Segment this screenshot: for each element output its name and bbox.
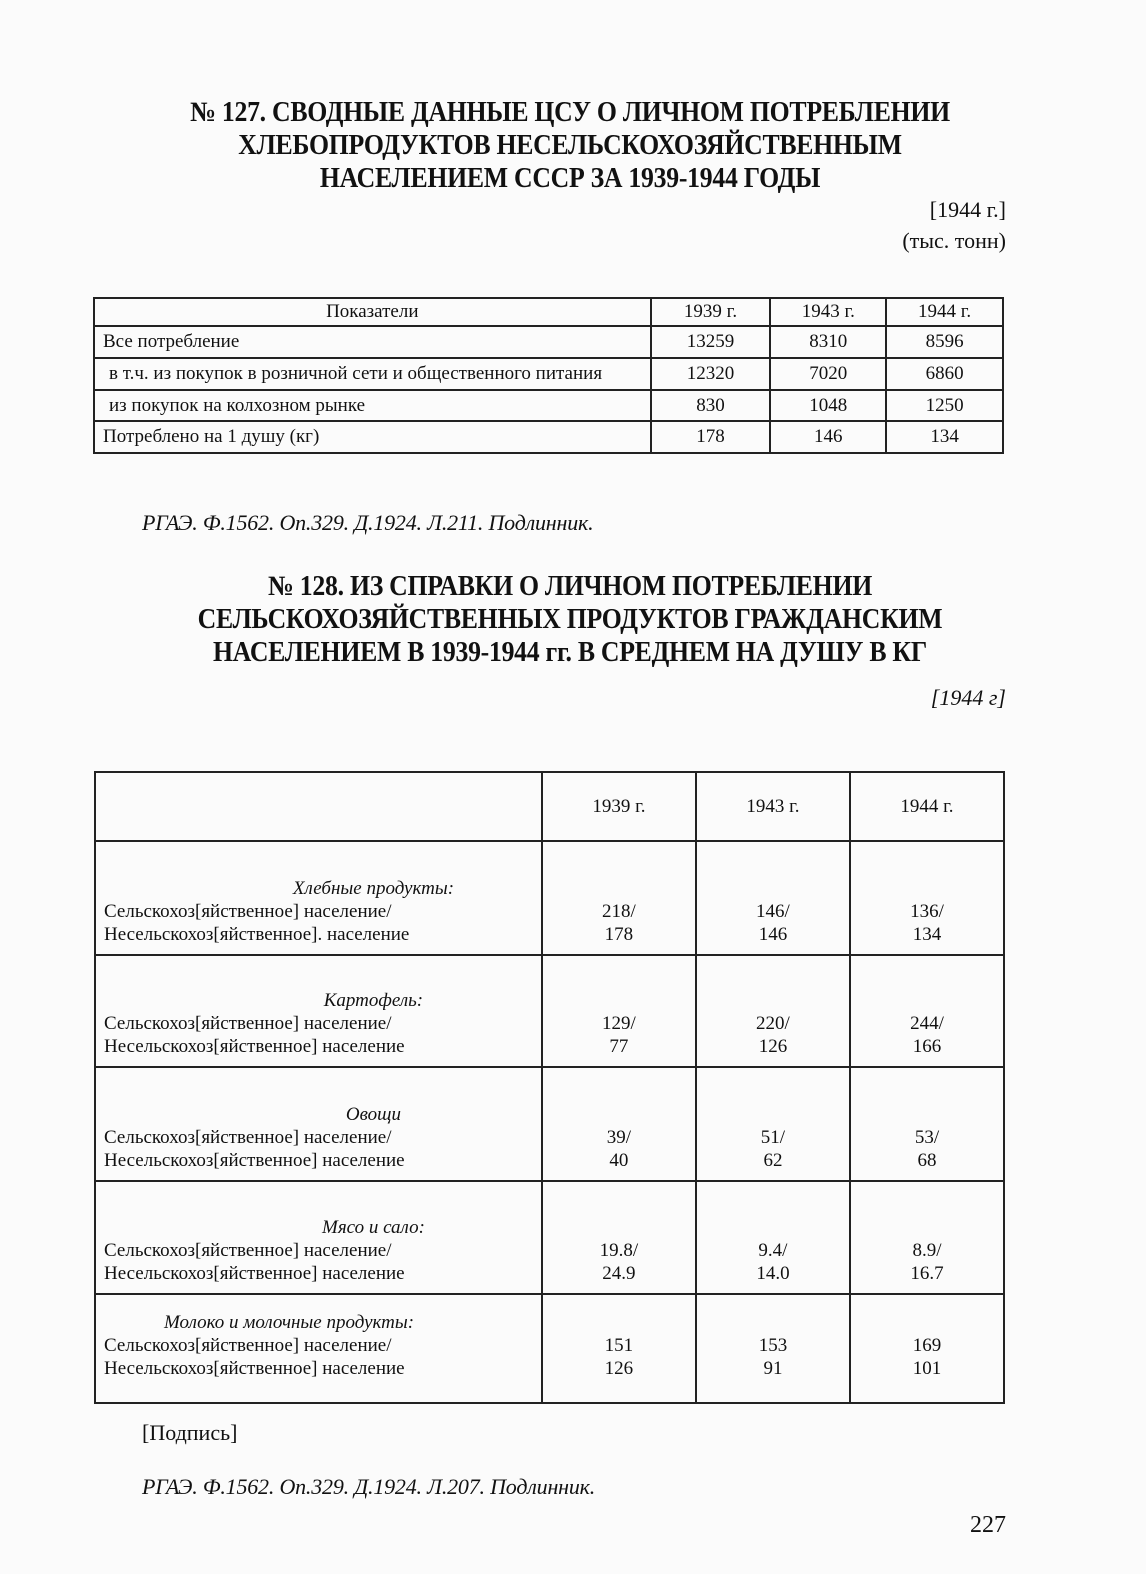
category-label: Картофель: [323,990,424,1011]
doc127-date: [1944 г.] [929,197,1006,222]
category-label: Молоко и молочные продукты: [164,1312,415,1333]
rural-label: Сельскохоз[яйственное] население/ [104,1127,392,1148]
cell-value: 8310 [770,326,886,358]
cell-value: 1250 [886,390,1003,421]
cell-value: 39/ 40 [542,1067,696,1181]
cell-value: 7020 [770,358,886,390]
row-label: в т.ч. из покупок в розничной сети и общественного питания [94,358,651,390]
doc128-title-line: № 128. ИЗ СПРАВКИ О ЛИЧНОМ ПОТРЕБЛЕНИИ [268,571,872,602]
cell-value: 153 91 [696,1294,850,1403]
row-label: Все потребление [94,326,651,358]
cell-value: 134 [886,421,1003,453]
page-number: 227 [970,1512,1006,1538]
cell-value: 830 [651,390,771,421]
cell-value: 220/ 126 [696,955,850,1067]
doc127-title-line: ХЛЕБОПРОДУКТОВ НЕСЕЛЬСКОХОЗЯЙСТВЕННЫМ [238,130,902,161]
rural-label: Сельскохоз[яйственное] население/ [104,1013,392,1034]
doc128-date: [1944 г] [930,685,1006,710]
row-label-cell [95,955,542,1067]
column-header: 1943 г. [770,298,886,326]
table-row-group [95,841,1004,955]
cell-value: 13259 [651,326,771,358]
cell-value: 53/ 68 [850,1067,1004,1181]
column-header: 1944 г. [850,772,1004,841]
doc127-source: РГАЭ. Ф.1562. Оп.329. Д.1924. Л.211. Подлинник. [142,510,594,535]
doc127-units: (тыс. тонн) [902,228,1006,253]
table-row-group [95,1067,1004,1181]
cell-value: 146/ 146 [696,841,850,955]
cell-value: 178 [651,421,771,453]
table-row-group [95,955,1004,1067]
signature: [Подпись] [142,1420,238,1445]
table-row [94,358,1003,390]
cell-value: 6860 [886,358,1003,390]
column-header: 1939 г. [542,772,696,841]
doc127-title-line: НАСЕЛЕНИЕМ СССР ЗА 1939-1944 ГОДЫ [319,163,821,194]
doc127-title-line: № 127. СВОДНЫЕ ДАННЫЕ ЦСУ О ЛИЧНОМ ПОТРЕБЛЕНИИ [190,97,950,128]
doc128-table [94,771,1005,1404]
row-label: из покупок на колхозном рынке [94,390,651,421]
row-label-cell [95,841,542,955]
cell-value: 151 126 [542,1294,696,1403]
doc128-title-line: СЕЛЬСКОХОЗЯЙСТВЕННЫХ ПРОДУКТОВ ГРАЖДАНСКИМ [197,604,943,635]
cell-value: 244/ 166 [850,955,1004,1067]
cell-value: 9.4/ 14.0 [696,1181,850,1294]
rural-label: Сельскохоз[яйственное] население/ [104,1240,392,1261]
category-label: Овощи [345,1104,401,1125]
cell-value: 19.8/ 24.9 [542,1181,696,1294]
cell-value: 1048 [770,390,886,421]
category-label: Хлебные продукты: [292,878,455,899]
column-header: 1944 г. [886,298,1003,326]
row-label-cell [95,1294,542,1403]
cell-value: 169 101 [850,1294,1004,1403]
doc128-title-line: НАСЕЛЕНИЕМ В 1939-1944 гг. В СРЕДНЕМ НА ДУШУ В КГ [213,637,927,668]
cell-value: 12320 [651,358,771,390]
table-header-row [95,772,1004,841]
column-header: 1943 г. [696,772,850,841]
cell-value: 129/ 77 [542,955,696,1067]
cell-value: 218/ 178 [542,841,696,955]
row-label-cell [95,1181,542,1294]
table-row-group [95,1181,1004,1294]
table-row [94,326,1003,358]
table-header-row [94,298,1003,326]
urban-label: Несельскохоз[яйственное] население [104,1036,405,1057]
column-header [95,772,542,841]
urban-label: Несельскохоз[яйственное] население [104,1263,405,1284]
table-row-group [95,1294,1004,1403]
column-header: 1939 г. [651,298,771,326]
table-row [94,390,1003,421]
rural-label: Сельскохоз[яйственное] население/ [104,1335,392,1356]
column-header: Показатели [94,298,651,326]
doc127-title [128,96,1011,195]
doc128-title [128,570,1011,669]
row-label-cell [95,1067,542,1181]
row-label: Потреблено на 1 душу (кг) [94,421,651,453]
table-row [94,421,1003,453]
doc127-table [93,297,1004,454]
cell-value: 136/ 134 [850,841,1004,955]
doc128-source: РГАЭ. Ф.1562. Оп.329. Д.1924. Л.207. Подлинник. [142,1474,596,1499]
urban-label: Несельскохоз[яйственное] население [104,1358,405,1379]
urban-label: Несельскохоз[яйственное]. население [104,924,410,945]
cell-value: 146 [770,421,886,453]
rural-label: Сельскохоз[яйственное] население/ [104,901,392,922]
cell-value: 51/ 62 [696,1067,850,1181]
cell-value: 8.9/ 16.7 [850,1181,1004,1294]
urban-label: Несельскохоз[яйственное] население [104,1150,405,1171]
cell-value: 8596 [886,326,1003,358]
category-label: Мясо и сало: [322,1217,425,1238]
